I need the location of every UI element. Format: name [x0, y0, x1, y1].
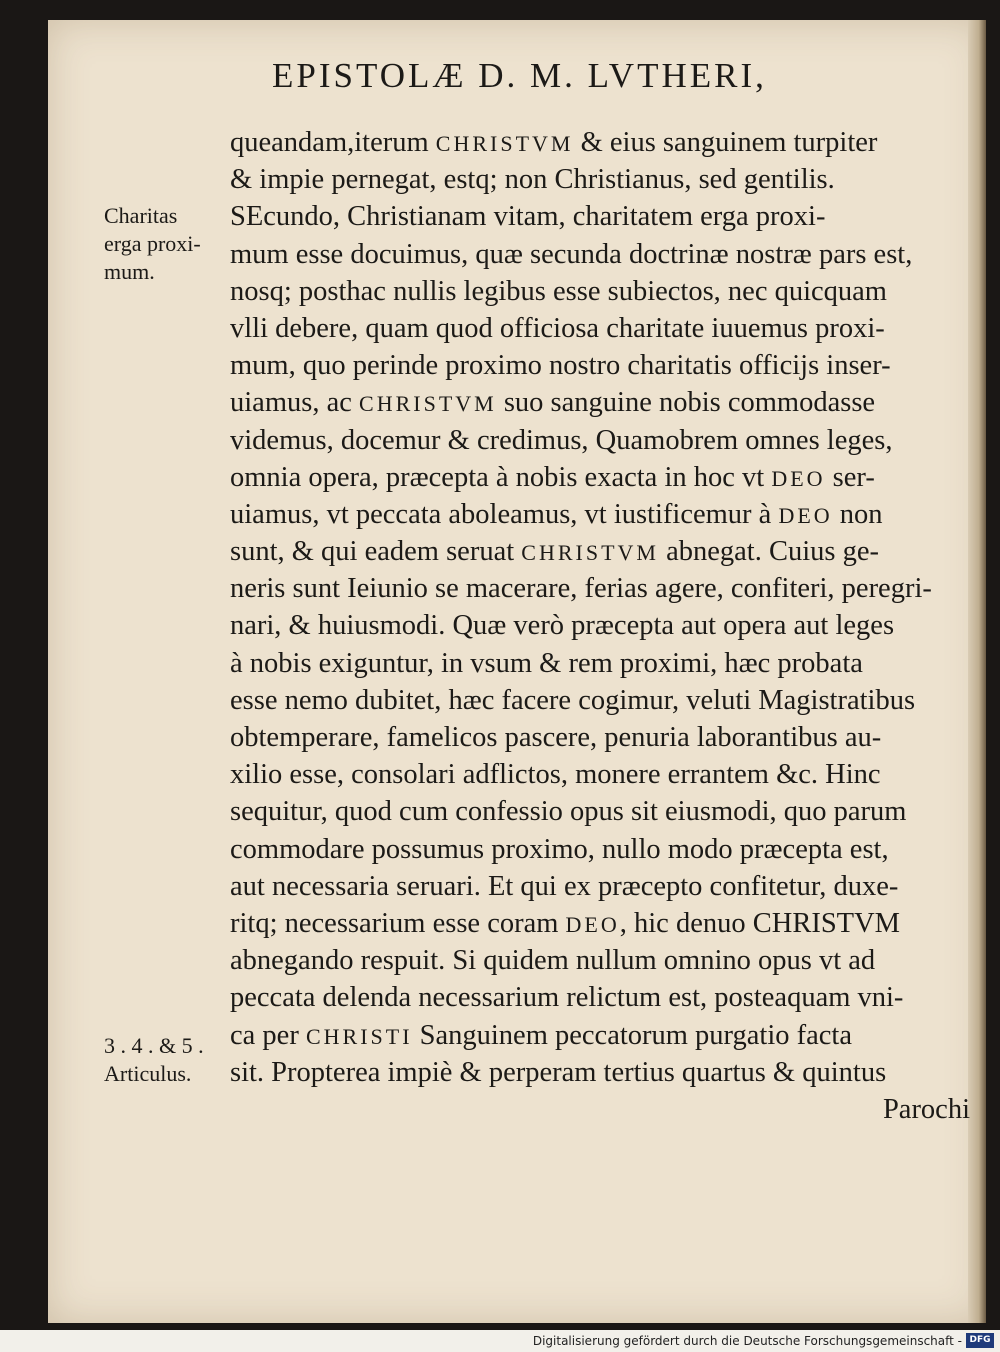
text-run: , hic denuo CHRISTVM — [619, 907, 901, 939]
footer-bar — [0, 1330, 1000, 1352]
text-run: abnegat. Cuius ge- — [658, 536, 879, 568]
text-line — [230, 682, 970, 719]
margin-note-line: Charitas — [104, 203, 178, 228]
text-run: SEcundo, Christianam vitam, charitatem erga proxi- — [230, 201, 826, 233]
text-line — [230, 236, 970, 273]
text-line — [230, 310, 970, 347]
page-edge — [968, 20, 986, 1323]
margin-note-line: erga proxi- — [104, 231, 201, 256]
small-caps-name: CHRISTVM — [359, 391, 497, 417]
text-run: suo sanguine nobis commodasse — [496, 387, 876, 419]
text-line — [230, 533, 970, 570]
text-line — [230, 868, 970, 905]
text-run: xilio esse, consolari adflictos, monere errantem &c. Hinc — [230, 759, 881, 791]
text-run: uiamus, vt peccata aboleamus, vt iustificemur à — [230, 498, 779, 530]
small-caps-name: CHRISTVM — [521, 540, 659, 566]
text-run: & eius sanguinem turpiter — [573, 127, 878, 158]
text-line — [230, 979, 970, 1016]
text-line — [230, 347, 970, 384]
text-run: queandam,iterum — [230, 127, 436, 158]
margin-note-articulus — [104, 1032, 204, 1088]
text-run: ser- — [825, 461, 875, 493]
text-line — [230, 198, 970, 235]
text-line — [230, 719, 970, 756]
text-run: nosq; posthac nullis legibus esse subiectos, nec quicquam — [230, 275, 887, 307]
body-text — [230, 124, 970, 1128]
margin-note-line: mum. — [104, 259, 155, 284]
text-line — [230, 570, 970, 607]
text-line — [230, 273, 970, 310]
text-line — [230, 124, 970, 161]
text-line — [230, 942, 970, 979]
text-run: ritq; necessarium esse coram — [230, 907, 566, 939]
text-run: vlli debere, quam quod officiosa charitate iuuemus proxi- — [230, 312, 885, 344]
text-run: obtemperare, famelicos pascere, penuria laborantibus au- — [230, 722, 882, 753]
text-run: à nobis exiguntur, in vsum & rem proximi, hæc probata — [230, 647, 863, 679]
small-caps-name: DEO — [778, 502, 833, 528]
text-run: aut necessaria seruari. Et qui ex præcepto confitetur, duxe- — [230, 870, 899, 902]
catchword: Parochi — [882, 1093, 970, 1125]
text-line — [230, 422, 970, 459]
text-line — [230, 1054, 970, 1091]
text-run: uiamus, ac — [230, 387, 360, 419]
text-line — [230, 905, 970, 942]
running-head: EPISTOLÆ D. M. LVTHERI, — [272, 56, 767, 95]
text-run: mum, quo perinde proximo nostro charitatis officijs inser- — [230, 350, 891, 382]
text-run: nari, & huiusmodi. Quæ verò præcepta aut opera aut leges — [230, 610, 895, 642]
text-run: sunt, & qui eadem seruat — [230, 536, 522, 568]
text-run: ca per — [230, 1019, 306, 1051]
text-run: sequitur, quod cum confessio opus sit eiusmodi, quo parum — [230, 796, 907, 828]
text-line — [230, 459, 970, 496]
text-run: esse nemo dubitet, hæc facere cogimur, veluti Magistratibus — [230, 684, 916, 716]
text-run: abnegando respuit. Si quidem nullum omnino opus vt ad — [230, 945, 876, 977]
text-run: non — [832, 498, 883, 530]
small-caps-name: CHRISTI — [305, 1023, 413, 1049]
text-line — [230, 161, 970, 198]
text-run: omnia opera, præcepta à nobis exacta in hoc vt — [230, 461, 772, 493]
margin-note-charitas — [104, 202, 201, 286]
text-run: Sanguinem peccatorum purgatio facta — [412, 1019, 852, 1051]
text-line — [230, 756, 970, 793]
text-line — [230, 793, 970, 830]
text-run: peccata delenda necessarium relictum est, posteaquam vni- — [230, 982, 904, 1014]
margin-note-line: Articulus. — [104, 1061, 192, 1086]
text-line — [230, 496, 970, 533]
text-run: & impie pernegat, estq; non Christianus, sed gentilis. — [230, 164, 835, 196]
text-run: neris sunt Ieiunio se macerare, ferias agere, confiteri, peregri- — [230, 573, 932, 605]
text-run: videmus, docemur & credimus, Quamobrem omnes leges, — [230, 424, 893, 456]
small-caps-name: DEO — [771, 465, 826, 491]
dfg-logo: DFG — [966, 1333, 994, 1348]
text-run: commodare possumus proximo, nullo modo præcepta est, — [230, 833, 889, 865]
text-line — [230, 607, 970, 644]
margin-note-line: 3 . 4 . & 5 . — [104, 1033, 204, 1058]
small-caps-name: DEO — [565, 911, 620, 937]
footer-credit: Digitalisierung gefördert durch die Deutsche Forschungsgemeinschaft - — [532, 1334, 962, 1348]
text-line — [230, 831, 970, 868]
text-run: sit. Propterea impiè & perperam tertius quartus & quintus — [230, 1056, 887, 1088]
text-run: mum esse docuimus, quæ secunda doctrinæ nostræ pars est, — [230, 238, 913, 270]
small-caps-name: CHRISTVM — [435, 131, 574, 156]
text-line — [230, 645, 970, 682]
text-line — [230, 1017, 970, 1054]
text-line — [230, 384, 970, 421]
